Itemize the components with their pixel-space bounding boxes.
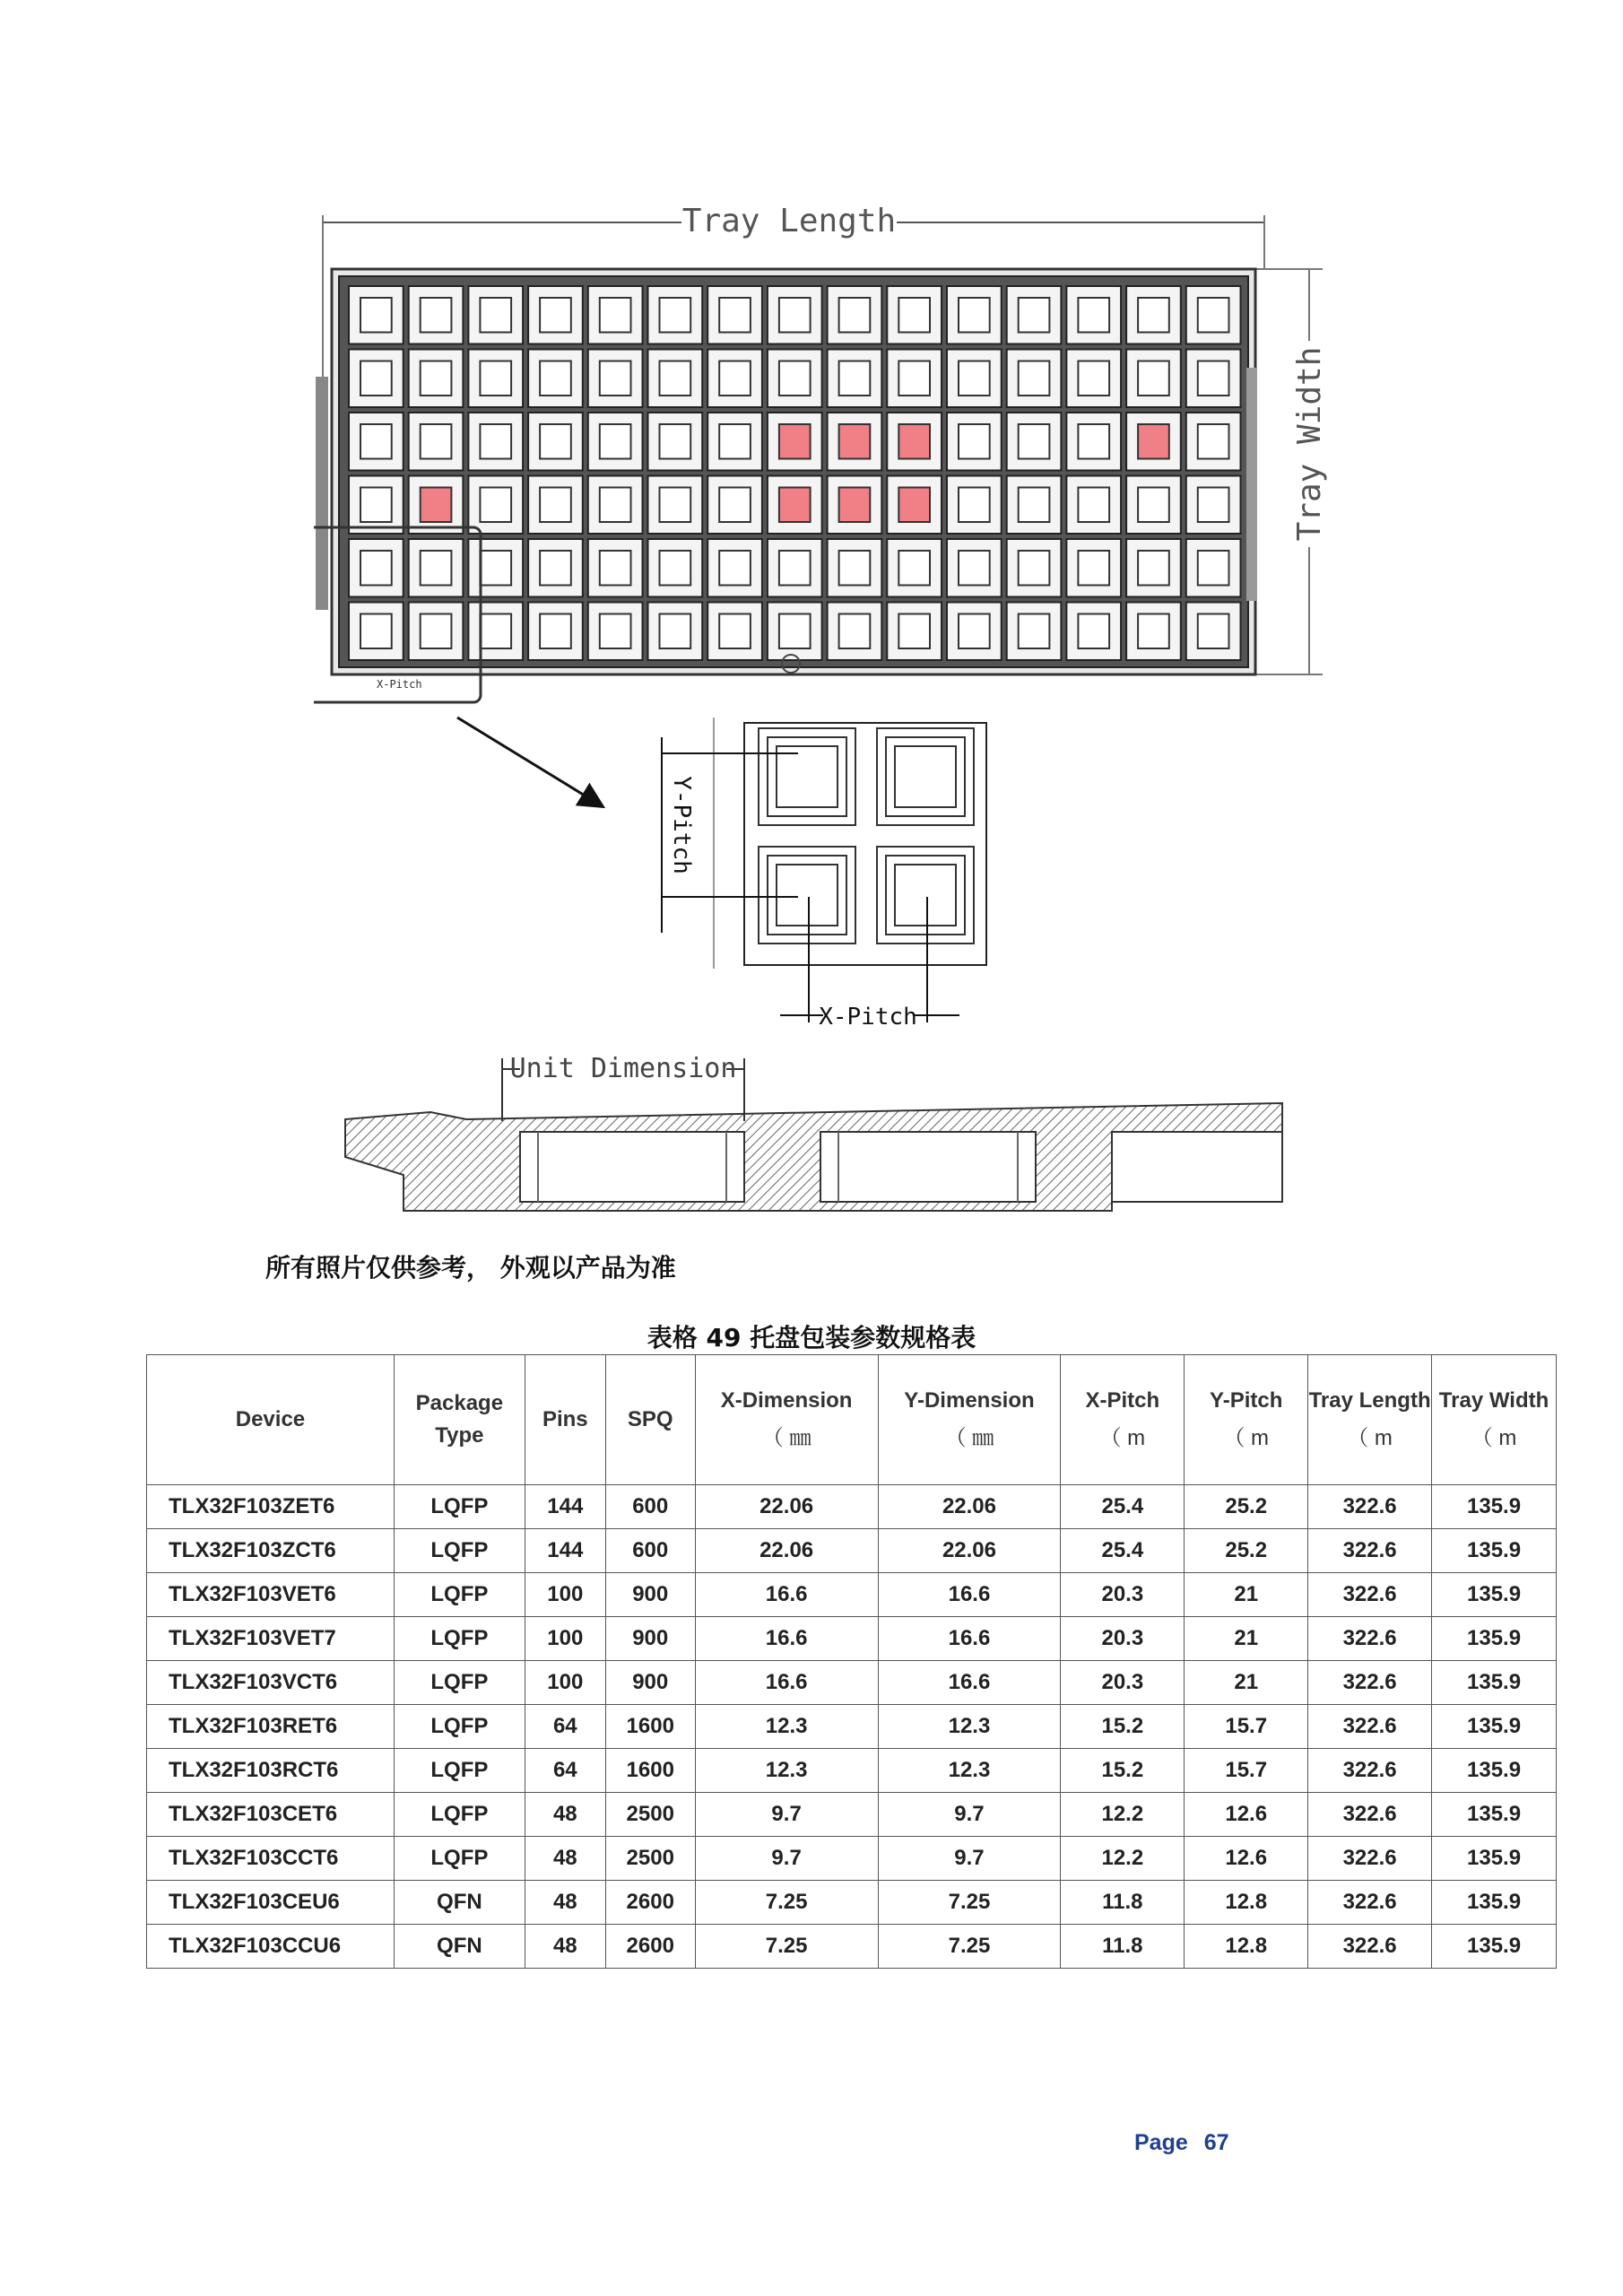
table-cell: 7.25: [878, 1881, 1061, 1925]
tray-cell-pocket: [360, 298, 392, 333]
tray-cell-pocket: [660, 551, 691, 586]
table-cell: 1600: [605, 1705, 695, 1749]
tray-cell-pocket: [540, 488, 571, 523]
table-cell: 21: [1185, 1661, 1308, 1705]
table-cell: 20.3: [1061, 1573, 1185, 1617]
column-header-label: Device: [235, 1407, 306, 1431]
table-cell: 12.3: [878, 1705, 1061, 1749]
column-header: [1185, 1355, 1308, 1485]
table-row: [147, 1705, 1557, 1749]
tray-cell-pocket: [480, 424, 511, 459]
device-cell: TLX32F103ZET6: [147, 1485, 395, 1529]
tray-cell-highlighted: [839, 488, 871, 523]
tray-cell-pocket: [1138, 488, 1169, 523]
table-cell: 15.2: [1061, 1705, 1185, 1749]
tray-cell-pocket: [1019, 298, 1050, 333]
tray-cell-pocket: [1019, 424, 1050, 459]
tray-cell-pocket: [1138, 614, 1169, 649]
tray-cell-pocket: [719, 551, 751, 586]
table-cell: 322.6: [1308, 1485, 1432, 1529]
table-row: [147, 1529, 1557, 1573]
table-cell: 322.6: [1308, 1881, 1432, 1925]
tray-cell-pocket: [1019, 614, 1050, 649]
tray-cross-section: [345, 1053, 1282, 1211]
tray-cell-pocket: [719, 488, 751, 523]
page-num: 67: [1203, 2130, 1229, 2155]
table-cell: 7.25: [695, 1925, 878, 1969]
tray-cell-pocket: [540, 361, 571, 396]
tray-cell-pocket: [480, 488, 511, 523]
table-cell: LQFP: [394, 1749, 525, 1793]
table-cell: 12.8: [1185, 1925, 1308, 1969]
table-cell: 135.9: [1432, 1617, 1557, 1661]
table-cell: 11.8: [1061, 1881, 1185, 1925]
device-cell: TLX32F103CCT6: [147, 1837, 395, 1881]
device-cell: TLX32F103VCT6: [147, 1661, 395, 1705]
column-header-unit: （ m: [1223, 1426, 1270, 1450]
table-cell: LQFP: [394, 1837, 525, 1881]
table-cell: 16.6: [695, 1617, 878, 1661]
table-cell: 135.9: [1432, 1793, 1557, 1837]
tray-cell-pocket: [898, 551, 930, 586]
table-cell: 21: [1185, 1573, 1308, 1617]
tray-cell-pocket: [600, 298, 631, 333]
table-cell: 135.9: [1432, 1485, 1557, 1529]
table-cell: 100: [525, 1617, 605, 1661]
table-header-row: [147, 1355, 1557, 1485]
column-header: [695, 1355, 878, 1485]
tray-cell-pocket: [898, 614, 930, 649]
table-cell: 22.06: [878, 1529, 1061, 1573]
tray-width-label: Tray Width: [1291, 346, 1328, 542]
table-cell: 7.25: [878, 1925, 1061, 1969]
tray-cell-pocket: [360, 488, 392, 523]
table-cell: 322.6: [1308, 1573, 1432, 1617]
tray-cell-highlighted: [839, 424, 871, 459]
table-cell: 144: [525, 1485, 605, 1529]
table-cell: 135.9: [1432, 1881, 1557, 1925]
table-cell: 16.6: [878, 1573, 1061, 1617]
column-header-label: X-Pitch: [1085, 1388, 1160, 1413]
tray-cell-pocket: [898, 361, 930, 396]
table-cell: LQFP: [394, 1573, 525, 1617]
tray-cell-pocket: [360, 424, 392, 459]
table-cell: 135.9: [1432, 1705, 1557, 1749]
table-cell: 100: [525, 1661, 605, 1705]
tray-cell-pocket: [959, 361, 990, 396]
tray-cell-highlighted: [1138, 424, 1169, 459]
column-header-label: SPQ: [627, 1407, 673, 1431]
tray-cell-pocket: [540, 424, 571, 459]
tray-cell-pocket: [1078, 424, 1109, 459]
tray-cell-pocket: [959, 551, 990, 586]
table-cell: 12.8: [1185, 1881, 1308, 1925]
table-cell: 22.06: [695, 1529, 878, 1573]
table-cell: 322.6: [1308, 1837, 1432, 1881]
tray-cell-highlighted: [779, 424, 811, 459]
tray-cell-pocket: [959, 614, 990, 649]
table-cell: 2600: [605, 1925, 695, 1969]
tray-cell-pocket: [779, 361, 811, 396]
column-header-unit: （ ㎜: [761, 1426, 812, 1450]
table-cell: 48: [525, 1793, 605, 1837]
tray-cell-highlighted: [421, 488, 452, 523]
table-cell: 48: [525, 1925, 605, 1969]
tray-cell-pocket: [1138, 361, 1169, 396]
table-row: [147, 1881, 1557, 1925]
table-cell: 16.6: [878, 1661, 1061, 1705]
column-header: [1308, 1355, 1432, 1485]
tray-cell-pocket: [480, 298, 511, 333]
table-title: 表格 49 托盘包装参数规格表: [647, 1323, 976, 1352]
column-header-label: Tray Width: [1438, 1388, 1549, 1413]
table-cell: LQFP: [394, 1661, 525, 1705]
tray-cell-pocket: [1078, 298, 1109, 333]
tray-cell-pocket: [540, 298, 571, 333]
table-row: [147, 1925, 1557, 1969]
column-header-label: X-Dimension: [720, 1388, 853, 1413]
tray-cell-pocket: [660, 488, 691, 523]
table-cell: LQFP: [394, 1705, 525, 1749]
table-cell: 9.7: [695, 1837, 878, 1881]
tray-cell-pocket: [839, 551, 871, 586]
table-cell: 1600: [605, 1749, 695, 1793]
device-cell: TLX32F103CCU6: [147, 1925, 395, 1969]
table-cell: 48: [525, 1837, 605, 1881]
table-cell: 12.6: [1185, 1837, 1308, 1881]
table-cell: 9.7: [878, 1793, 1061, 1837]
table-cell: 322.6: [1308, 1925, 1432, 1969]
tray-cell-pocket: [1138, 298, 1169, 333]
column-header-label: Tray Length: [1308, 1388, 1431, 1413]
table-cell: 600: [605, 1485, 695, 1529]
tray-cell-highlighted: [898, 488, 930, 523]
table-row: [147, 1837, 1557, 1881]
column-header: [147, 1355, 395, 1485]
table-cell: 25.2: [1185, 1529, 1308, 1573]
tray-cell-pocket: [421, 361, 452, 396]
tray-cell-pocket: [421, 614, 452, 649]
column-header-label: Package Type: [415, 1391, 504, 1448]
column-header: [525, 1355, 605, 1485]
table-cell: 16.6: [695, 1573, 878, 1617]
device-cell: TLX32F103VET7: [147, 1617, 395, 1661]
svg-text:X-Pitch: X-Pitch: [377, 678, 422, 691]
table-cell: 12.3: [878, 1749, 1061, 1793]
page-number: [1134, 2130, 1245, 2156]
tray-spec-table: [146, 1354, 1557, 1969]
table-cell: 900: [605, 1661, 695, 1705]
tray-cell-pocket: [1198, 488, 1229, 523]
tray-cell-pocket: [421, 551, 452, 586]
tray-cell-pocket: [1078, 361, 1109, 396]
table-row: [147, 1573, 1557, 1617]
tray-cell-pocket: [421, 424, 452, 459]
table-cell: LQFP: [394, 1485, 525, 1529]
table-cell: 15.7: [1185, 1749, 1308, 1793]
tray-cell-pocket: [600, 424, 631, 459]
tray-cell-pocket: [1198, 424, 1229, 459]
column-header-label: Pins: [542, 1407, 588, 1431]
tray-cell-pocket: [600, 361, 631, 396]
column-header-unit: （ m: [1099, 1426, 1146, 1450]
table-cell: 135.9: [1432, 1749, 1557, 1793]
tray-cell-pocket: [779, 551, 811, 586]
table-cell: 144: [525, 1529, 605, 1573]
tray-cell-pocket: [1078, 488, 1109, 523]
table-row: [147, 1485, 1557, 1529]
table-cell: 12.2: [1061, 1837, 1185, 1881]
column-header-label: Y-Dimension: [904, 1388, 1035, 1413]
tray-cell-pocket: [480, 614, 511, 649]
tray-cell-pocket: [1198, 361, 1229, 396]
column-header: [878, 1355, 1061, 1485]
tray-cell-pocket: [1198, 551, 1229, 586]
column-header-unit: （ m: [1471, 1426, 1517, 1450]
tray-width-dimension: [1255, 269, 1328, 674]
tray-cell-pocket: [480, 361, 511, 396]
column-header-unit: （ ㎜: [944, 1426, 994, 1450]
tray-cell-pocket: [360, 551, 392, 586]
photo-disclaimer: 所有照片仅供参考， 外观以产品为准: [265, 1253, 676, 1283]
table-cell: 135.9: [1432, 1573, 1557, 1617]
tray-cell-pocket: [360, 614, 392, 649]
y-pitch-label: Y-Pitch: [668, 776, 695, 874]
table-row: [147, 1793, 1557, 1837]
device-cell: TLX32F103VET6: [147, 1573, 395, 1617]
tray-cell-highlighted: [898, 424, 930, 459]
tray-drawing: [314, 197, 1345, 1229]
tray-cell-pocket: [660, 361, 691, 396]
tray-cell-pocket: [1019, 488, 1050, 523]
table-cell: 22.06: [695, 1485, 878, 1529]
tray-cell-pocket: [779, 298, 811, 333]
tray-cell-pocket: [660, 424, 691, 459]
tray-cell-pocket: [421, 298, 452, 333]
table-cell: 9.7: [878, 1837, 1061, 1881]
table-cell: 25.4: [1061, 1485, 1185, 1529]
table-cell: LQFP: [394, 1617, 525, 1661]
table-cell: 900: [605, 1617, 695, 1661]
tray-cell-pocket: [1138, 551, 1169, 586]
tray-cell-pocket: [1019, 361, 1050, 396]
table-cell: 64: [525, 1749, 605, 1793]
tray-cell-pocket: [360, 361, 392, 396]
column-header: [394, 1355, 525, 1485]
tray-cell-pocket: [898, 298, 930, 333]
table-cell: 16.6: [878, 1617, 1061, 1661]
page-label: Page: [1134, 2130, 1188, 2155]
tray-cell-pocket: [719, 361, 751, 396]
table-cell: 15.7: [1185, 1705, 1308, 1749]
table-cell: 7.25: [695, 1881, 878, 1925]
table-cell: 11.8: [1061, 1925, 1185, 1969]
tray-cell-pocket: [959, 424, 990, 459]
table-cell: 135.9: [1432, 1529, 1557, 1573]
table-cell: 12.3: [695, 1705, 878, 1749]
tray-cell-pocket: [779, 614, 811, 649]
table-cell: 22.06: [878, 1485, 1061, 1529]
table-cell: 9.7: [695, 1793, 878, 1837]
table-cell: 25.2: [1185, 1485, 1308, 1529]
table-cell: 322.6: [1308, 1749, 1432, 1793]
table-row: [147, 1617, 1557, 1661]
table-cell: 322.6: [1308, 1793, 1432, 1837]
tray-cell-pocket: [600, 551, 631, 586]
table-cell: 322.6: [1308, 1705, 1432, 1749]
table-row: [147, 1749, 1557, 1793]
device-cell: TLX32F103RET6: [147, 1705, 395, 1749]
table-cell: 25.4: [1061, 1529, 1185, 1573]
tray-cell-pocket: [540, 551, 571, 586]
tray-cell-pocket: [1078, 614, 1109, 649]
tray-cell-pocket: [839, 361, 871, 396]
table-cell: QFN: [394, 1881, 525, 1925]
table-cell: 900: [605, 1573, 695, 1617]
unit-dimension-label: Unit Dimension: [509, 1053, 737, 1084]
tray-cell-pocket: [480, 551, 511, 586]
table-cell: 2600: [605, 1881, 695, 1925]
tray-cell-pocket: [1078, 551, 1109, 586]
table-cell: 135.9: [1432, 1661, 1557, 1705]
table-cell: 16.6: [695, 1661, 878, 1705]
tray-cell-pocket: [959, 298, 990, 333]
tray-cell-pocket: [719, 298, 751, 333]
tray-cell-highlighted: [779, 488, 811, 523]
tray-cell-pocket: [660, 298, 691, 333]
table-cell: 20.3: [1061, 1661, 1185, 1705]
column-header-label: Y-Pitch: [1210, 1388, 1283, 1413]
table-cell: 2500: [605, 1793, 695, 1837]
tray-cell-pocket: [719, 424, 751, 459]
column-header: [605, 1355, 695, 1485]
tray-cell-pocket: [600, 488, 631, 523]
table-cell: 600: [605, 1529, 695, 1573]
tray-cell-pocket: [839, 614, 871, 649]
table-cell: LQFP: [394, 1793, 525, 1837]
table-cell: 15.2: [1061, 1749, 1185, 1793]
device-cell: TLX32F103CEU6: [147, 1881, 395, 1925]
tray-cell-pocket: [1198, 614, 1229, 649]
tray-cell-pocket: [1198, 298, 1229, 333]
table-cell: QFN: [394, 1925, 525, 1969]
pitch-detail: [662, 718, 986, 1031]
table-cell: 12.2: [1061, 1793, 1185, 1837]
tray-cell-pocket: [660, 614, 691, 649]
table-cell: 100: [525, 1573, 605, 1617]
tray-cell-pocket: [959, 488, 990, 523]
table-cell: 322.6: [1308, 1617, 1432, 1661]
device-cell: TLX32F103ZCT6: [147, 1529, 395, 1573]
table-cell: 48: [525, 1881, 605, 1925]
table-cell: 135.9: [1432, 1837, 1557, 1881]
table-cell: 12.6: [1185, 1793, 1308, 1837]
table-cell: 322.6: [1308, 1661, 1432, 1705]
table-cell: LQFP: [394, 1529, 525, 1573]
device-cell: TLX32F103RCT6: [147, 1749, 395, 1793]
table-cell: 20.3: [1061, 1617, 1185, 1661]
table-cell: 322.6: [1308, 1529, 1432, 1573]
tray-cell-pocket: [839, 298, 871, 333]
x-pitch-label: X-Pitch: [819, 1004, 917, 1031]
table-cell: 12.3: [695, 1749, 878, 1793]
table-cell: 135.9: [1432, 1925, 1557, 1969]
tray-cell-pocket: [1019, 551, 1050, 586]
table-cell: 2500: [605, 1837, 695, 1881]
column-header: [1432, 1355, 1557, 1485]
table-cell: 21: [1185, 1617, 1308, 1661]
tray-length-label: Tray Length: [681, 203, 897, 239]
column-header-unit: （ m: [1347, 1426, 1393, 1450]
tray-cell-pocket: [719, 614, 751, 649]
tray-cell-pocket: [600, 614, 631, 649]
table-cell: 64: [525, 1705, 605, 1749]
table-row: [147, 1661, 1557, 1705]
device-cell: TLX32F103CET6: [147, 1793, 395, 1837]
tray-cell-pocket: [540, 614, 571, 649]
column-header: [1061, 1355, 1185, 1485]
